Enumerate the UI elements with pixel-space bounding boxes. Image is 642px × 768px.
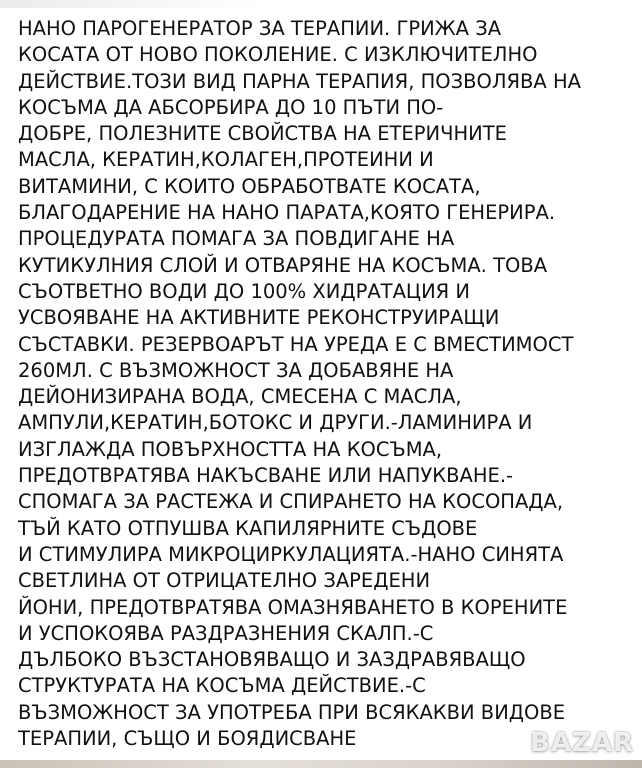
text-line: И УСПОКОЯВА РАЗДРАЗНЕНИЯ СКАЛП.-С: [18, 621, 434, 645]
text-line: ДЕЙОНИЗИРАНА ВОДА, СМЕСЕНА С МАСЛА,: [18, 385, 462, 409]
text-line: ТЪЙ КАТО ОТПУШВА КАПИЛЯРНИТЕ СЪДОВЕ: [18, 516, 478, 540]
text-line: БЛАГОДАРЕНИЕ НА НАНО ПАРАТА,КОЯТО ГЕНЕРИРА.: [18, 201, 556, 225]
text-line: ДЕЙСТВИЕ.ТОЗИ ВИД ПАРНА ТЕРАПИЯ, ПОЗВОЛЯВА НА: [18, 69, 581, 93]
bazar-watermark: BAZAR: [530, 728, 634, 758]
text-line: ВИТАМИНИ, С КОИТО ОБРАБОТВАТЕ КОСАТА,: [18, 174, 481, 198]
text-line: 260МЛ. С ВЪЗМОЖНОСТ ЗА ДОБАВЯНЕ НА: [18, 358, 454, 382]
text-line: КУТИКУЛНИЯ СЛОЙ И ОТВАРЯНЕ НА КОСЪМА. ТОВА: [18, 253, 548, 277]
top-edge-shadow: [0, 0, 260, 8]
text-line: ВЪЗМОЖНОСТ ЗА УПОТРЕБА ПРИ ВСЯКАКВИ ВИДОВЕ: [18, 700, 566, 724]
text-line: КОСЪМА ДА АБСОРБИРА ДО 10 ПЪТИ ПО-: [18, 95, 444, 119]
text-line: СТРУКТУРАТА НА КОСЪМА ДЕЙСТВИЕ.-С: [18, 674, 426, 698]
text-line: СЪОТВЕТНО ВОДИ ДО 100% ХИДРАТАЦИЯ И: [18, 279, 470, 303]
text-line: ИЗГЛАЖДА ПОВЪРХНОСТТА НА КОСЪМА,: [18, 437, 443, 461]
text-line: МАСЛА, КЕРАТИН,КОЛАГЕН,ПРОТЕИНИ И: [18, 148, 434, 172]
text-line: ДОБРЕ, ПОЛЕЗНИТЕ СВОЙСТВА НА ЕТЕРИЧНИТЕ: [18, 122, 507, 146]
bottom-edge-strip: [0, 760, 642, 768]
text-line: АМПУЛИ,КЕРАТИН,БОТОКС И ДРУГИ.-ЛАМИНИРА И: [18, 411, 533, 435]
text-line: ДЪЛБОКО ВЪЗСТАНОВЯВАЩО И ЗАЗДРАВЯВАЩО: [18, 648, 526, 672]
text-line: КОСАТА ОТ НОВО ПОКОЛЕНИЕ. С ИЗКЛЮЧИТЕЛНО: [18, 43, 538, 67]
text-line: ЙОНИ, ПРЕДОТВРАТЯВА ОМАЗНЯВАНЕТО В КОРЕНИТЕ: [18, 595, 568, 619]
text-line: СПОМАГА ЗА РАСТЕЖА И СПИРАНЕТО НА КОСОПАДА,: [18, 490, 564, 514]
product-description: [18, 16, 638, 752]
text-line: ПРЕДОТВРАТЯВА НАКЪСВАНЕ ИЛИ НАПУКВАНЕ.-: [18, 464, 514, 488]
text-line: И СТИМУЛИРА МИКРОЦИРКУЛАЦИЯТА.-НАНО СИНЯТА: [18, 542, 564, 566]
text-line: СВЕТЛИНА ОТ ОТРИЦАТЕЛНО ЗАРЕДЕНИ: [18, 569, 431, 593]
text-line: НАНО ПАРОГЕНЕРАТОР ЗА ТЕРАПИИ. ГРИЖА ЗА: [18, 17, 502, 40]
text-line: ПРОЦЕДУРАТА ПОМАГА ЗА ПОВДИГАНЕ НА: [18, 227, 455, 251]
text-line: ТЕРАПИИ, СЪЩО И БОЯДИСВАНЕ: [18, 727, 357, 751]
text-line: СЪСТАВКИ. РЕЗЕРВОАРЪТ НА УРЕДА Е С ВМЕСТИМОСТ: [18, 332, 574, 356]
text-line: УСВОЯВАНЕ НА АКТИВНИТЕ РЕКОНСТРУИРАЩИ: [18, 306, 500, 330]
